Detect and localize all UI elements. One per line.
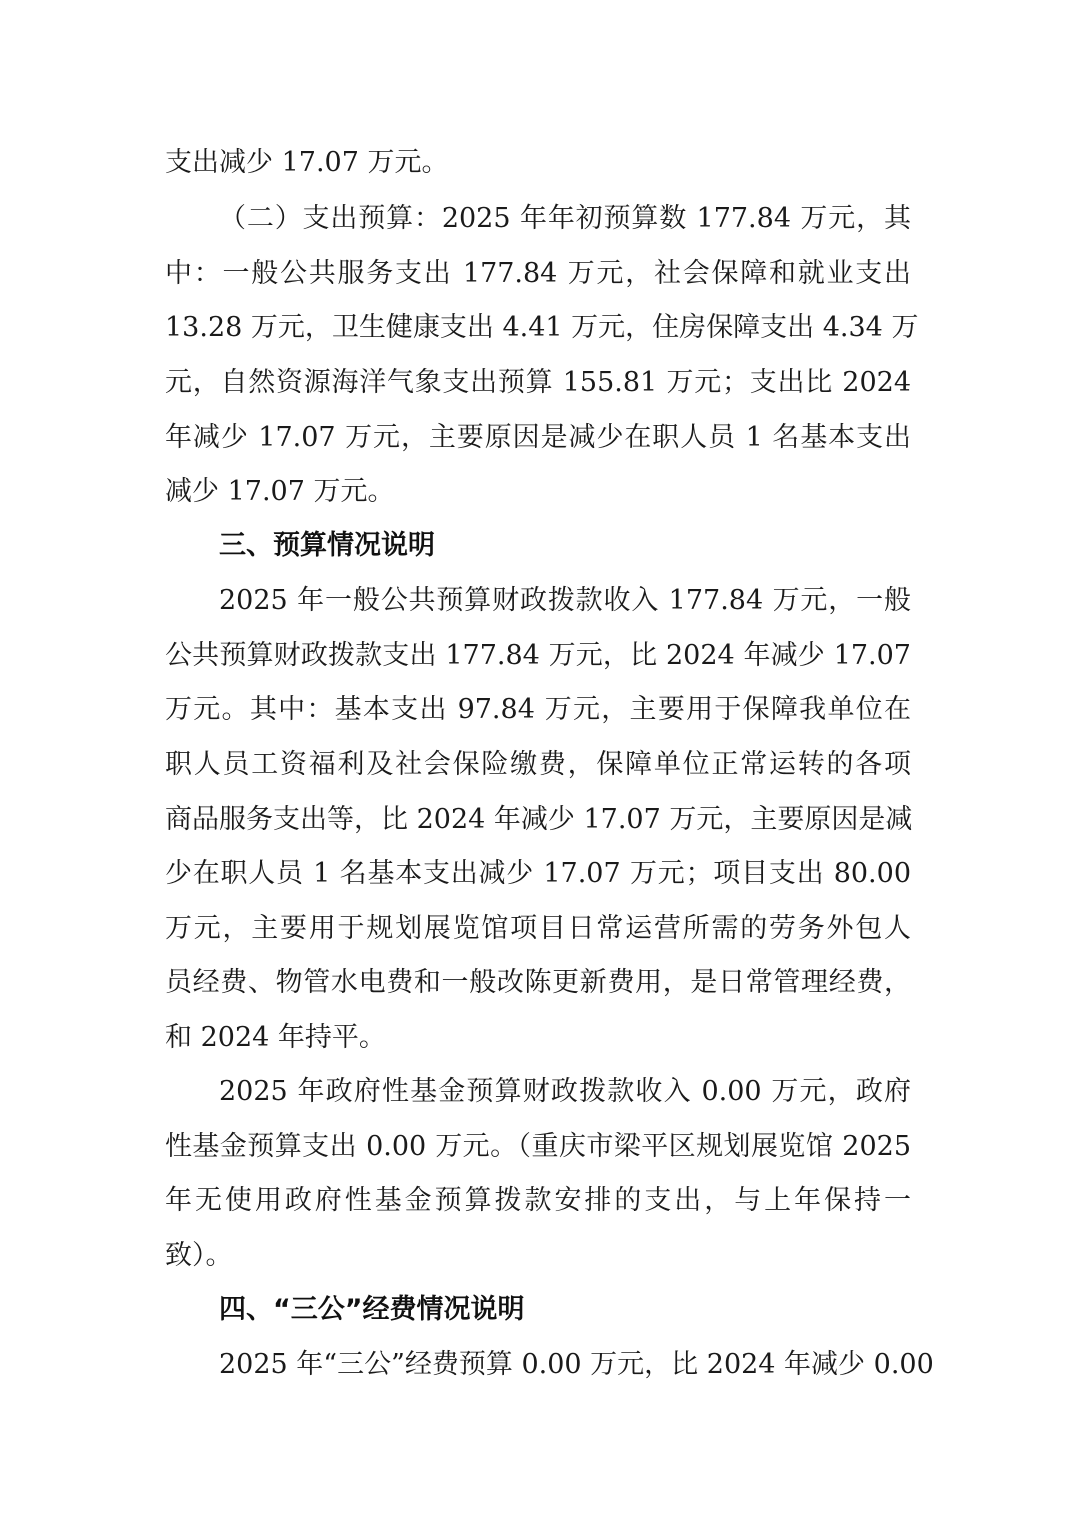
text-line: 致）。 [165,1240,233,1271]
text-line: 万元，主要用于规划展览馆项目日常运营所需的劳务外包人 [165,913,911,944]
text-line: （二）支出预算：2025 年年初预算数 177.84 万元，其 [219,203,911,234]
text-line: 13.28 万元，卫生健康支出 4.41 万元，住房保障支出 4.34 万 [165,312,919,343]
text-line: 万元。其中：基本支出 97.84 万元，主要用于保障我单位在 [165,694,911,725]
section-heading: 四、“三公”经费情况说明 [219,1294,525,1325]
text-line: 年减少 17.07 万元，主要原因是减少在职人员 1 名基本支出 [165,422,911,453]
text-line: 商品服务支出等，比 2024 年减少 17.07 万元，主要原因是减 [165,804,913,835]
text-line: 性基金预算支出 0.00 万元。（重庆市梁平区规划展览馆 2025 [165,1131,911,1162]
text-line: 职人员工资福利及社会保险缴费，保障单位正常运转的各项 [165,749,911,780]
text-line: 减少 17.07 万元。 [165,476,395,507]
text-line: 2025 年“三公”经费预算 0.00 万元，比 2024 年减少 0.00 [219,1349,934,1380]
text-line: 年无使用政府性基金预算拨款安排的支出，与上年保持一 [165,1185,911,1216]
text-line: 2025 年一般公共预算财政拨款收入 177.84 万元，一般 [219,585,911,616]
text-line: 少在职人员 1 名基本支出减少 17.07 万元；项目支出 80.00 [165,858,911,889]
section-heading: 三、预算情况说明 [219,530,435,561]
text-line: 员经费、物管水电费和一般改陈更新费用，是日常管理经费， [165,967,911,998]
text-line: 和 2024 年持平。 [165,1022,386,1053]
text-line: 2025 年政府性基金预算财政拨款收入 0.00 万元，政府 [219,1076,911,1107]
text-line: 元，自然资源海洋气象支出预算 155.81 万元；支出比 2024 [165,367,911,398]
text-line: 中：一般公共服务支出 177.84 万元，社会保障和就业支出 [165,258,911,289]
text-line: 支出减少 17.07 万元。 [165,147,449,178]
text-line: 公共预算财政拨款支出 177.84 万元，比 2024 年减少 17.07 [165,640,911,671]
